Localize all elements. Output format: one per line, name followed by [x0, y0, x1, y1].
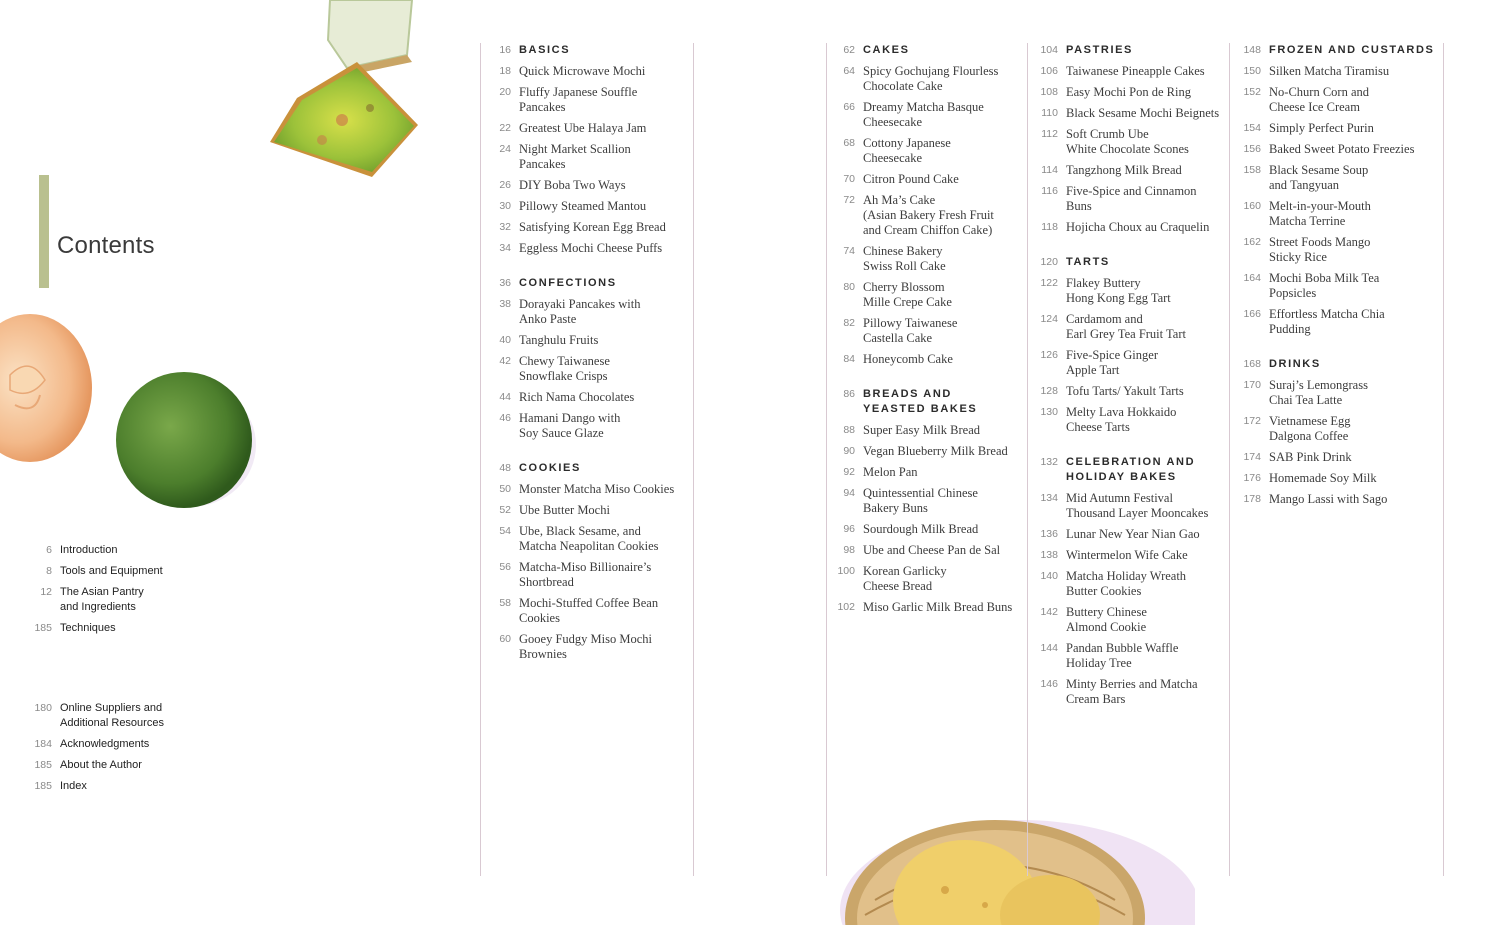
page-number: 162	[1243, 236, 1261, 248]
page-number: 178	[1243, 493, 1261, 505]
toc-entry[interactable]	[827, 100, 1025, 130]
entry-title: Buttery Chinese Almond Cookie	[1066, 605, 1147, 634]
entry-title: Easy Mochi Pon de Ring	[1066, 85, 1191, 99]
toc-entry[interactable]	[827, 193, 1025, 238]
page-number: 164	[1243, 272, 1261, 284]
entry-title: Homemade Soy Milk	[1269, 471, 1377, 485]
page-number: 20	[499, 86, 511, 98]
page-number: 58	[499, 597, 511, 609]
toc-entry[interactable]	[1030, 64, 1228, 79]
page-number: 98	[843, 544, 855, 556]
section-title: CELEBRATION AND HOLIDAY BAKES	[1066, 456, 1196, 483]
section-heading[interactable]	[1030, 455, 1228, 485]
toc-entry[interactable]	[1030, 677, 1228, 707]
entry-title: Index	[60, 780, 87, 792]
toc-entry[interactable]	[483, 297, 688, 327]
page-number: 42	[499, 355, 511, 367]
toc-entry[interactable]	[1233, 163, 1443, 193]
entry-title: Pillowy Steamed Mantou	[519, 199, 647, 213]
toc-entry[interactable]	[827, 444, 1025, 459]
toc-entry[interactable]	[1233, 142, 1443, 157]
toc-entry[interactable]	[483, 524, 688, 554]
page-number: 24	[499, 143, 511, 155]
toc-entry[interactable]	[827, 64, 1025, 94]
toc-entry[interactable]	[827, 600, 1025, 615]
toc-section	[483, 43, 688, 256]
page-number: 80	[843, 281, 855, 293]
page-number: 84	[843, 353, 855, 365]
toc-entry[interactable]	[1030, 405, 1228, 435]
toc-section	[483, 461, 688, 662]
page-number: 72	[843, 194, 855, 206]
page-number: 170	[1243, 379, 1261, 391]
page-number: 102	[837, 601, 855, 613]
page-number: 185	[34, 622, 52, 634]
page-number: 144	[1040, 642, 1058, 654]
toc-entry[interactable]	[1030, 569, 1228, 599]
entry-title: Eggless Mochi Cheese Puffs	[519, 241, 663, 255]
entry-title: Korean Garlicky Cheese Bread	[863, 564, 947, 593]
page-number: 152	[1243, 86, 1261, 98]
section-page-number: 168	[1243, 358, 1261, 370]
section-title: DRINKS	[1269, 358, 1321, 370]
entry-title: Satisfying Korean Egg Bread	[519, 220, 666, 234]
entry-title: Hamani Dango with Soy Sauce Glaze	[519, 411, 621, 440]
page-number: 54	[499, 525, 511, 537]
page-number: 174	[1243, 451, 1261, 463]
page-number: 142	[1040, 606, 1058, 618]
toc-entry[interactable]	[483, 142, 688, 172]
page-number: 70	[843, 173, 855, 185]
toc-entry[interactable]	[1030, 312, 1228, 342]
entry-title: Ube, Black Sesame, and Matcha Neapolitan Cookies	[519, 524, 659, 553]
toc-entry[interactable]	[1233, 471, 1443, 486]
entry-title: Citron Pound Cake	[863, 172, 959, 186]
entry-title: Sourdough Milk Bread	[863, 522, 979, 536]
toc-column-4	[1233, 43, 1443, 513]
column-divider	[1027, 43, 1028, 876]
entry-title: Quintessential Chinese Bakery Buns	[863, 486, 978, 515]
page-number: 114	[1041, 164, 1058, 176]
toc-entry[interactable]	[1030, 276, 1228, 306]
entry-title: Minty Berries and Matcha Cream Bars	[1066, 677, 1198, 706]
toc-section	[1233, 43, 1443, 337]
entry-title: Tofu Tarts/ Yakult Tarts	[1066, 384, 1184, 398]
entry-title: Super Easy Milk Bread	[863, 423, 980, 437]
entry-title: Gooey Fudgy Miso Mochi Brownies	[519, 632, 652, 661]
toc-entry[interactable]	[1233, 85, 1443, 115]
toc-column-2	[827, 43, 1025, 621]
page-number: 94	[843, 487, 855, 499]
toc-entry[interactable]	[1030, 548, 1228, 563]
entry-title: Mango Lassi with Sago	[1269, 492, 1388, 506]
entry-title: Rich Nama Chocolates	[519, 390, 635, 404]
page-number: 68	[843, 137, 855, 149]
toc-entry[interactable]	[1030, 127, 1228, 157]
toc-entry[interactable]	[483, 178, 688, 193]
toc-entry[interactable]	[827, 543, 1025, 558]
entry-title: Tanghulu Fruits	[519, 333, 599, 347]
entry-title: Spicy Gochujang Flourless Chocolate Cake	[863, 64, 999, 93]
entry-title: Tangzhong Milk Bread	[1066, 163, 1182, 177]
toc-entry[interactable]	[483, 199, 688, 214]
entry-title: Ah Ma’s Cake (Asian Bakery Fresh Fruit and Cream Chiffon Cake)	[863, 193, 994, 237]
toc-entry[interactable]	[827, 244, 1025, 274]
entry-title: Matcha Holiday Wreath Butter Cookies	[1066, 569, 1187, 598]
toc-entry[interactable]	[827, 172, 1025, 187]
entry-title: Baked Sweet Potato Freezies	[1269, 142, 1415, 156]
page-number: 52	[499, 504, 511, 516]
toc-entry[interactable]	[827, 564, 1025, 594]
toc-entry[interactable]	[1030, 348, 1228, 378]
toc-entry[interactable]	[827, 486, 1025, 516]
toc-entry[interactable]	[483, 632, 688, 662]
toc-section	[1030, 255, 1228, 435]
page-number: 122	[1040, 277, 1058, 289]
entry-title: Tools and Equipment	[60, 565, 163, 577]
entry-title: Hojicha Choux au Craquelin	[1066, 220, 1210, 234]
entry-title: Matcha-Miso Billionaire’s Shortbread	[519, 560, 652, 589]
title-accent-bar	[39, 175, 49, 288]
entry-title: Techniques	[60, 622, 116, 634]
section-page-number: 48	[499, 462, 511, 474]
entry-title: Dreamy Matcha Basque Cheesecake	[863, 100, 984, 129]
page-number: 26	[499, 179, 511, 191]
entry-title: Night Market Scallion Pancakes	[519, 142, 631, 171]
section-heading[interactable]	[1233, 43, 1443, 58]
section-heading[interactable]	[483, 276, 688, 291]
section-page-number: 36	[499, 277, 511, 289]
page-number: 8	[46, 565, 52, 577]
toc-entry[interactable]	[483, 411, 688, 441]
toc-entry[interactable]	[1030, 220, 1228, 235]
toc-entry[interactable]	[1233, 271, 1443, 301]
toc-section	[1030, 455, 1228, 707]
section-heading[interactable]	[827, 43, 1025, 58]
page-number: 88	[843, 424, 855, 436]
entry-title: About the Author	[60, 759, 142, 771]
entry-title: Black Sesame Mochi Beignets	[1066, 106, 1220, 120]
toc-entry[interactable]	[1233, 492, 1443, 507]
page-number: 82	[843, 317, 855, 329]
toc-entry[interactable]	[483, 560, 688, 590]
page-number: 60	[499, 633, 511, 645]
page-number: 30	[499, 200, 511, 212]
entry-title: Chewy Taiwanese Snowflake Crisps	[519, 354, 610, 383]
entry-title: Melt-in-your-Mouth Matcha Terrine	[1269, 199, 1371, 228]
matcha-cake-squares-photo	[262, 0, 432, 190]
section-page-number: 16	[499, 44, 511, 56]
page-number: 106	[1040, 65, 1058, 77]
entry-title: Acknowledgments	[60, 738, 150, 750]
toc-entry[interactable]	[827, 136, 1025, 166]
page-number: 166	[1243, 308, 1261, 320]
page-number: 90	[843, 445, 855, 457]
section-title: COOKIES	[519, 462, 581, 474]
page-number: 92	[843, 466, 855, 478]
entry-title: Ube Butter Mochi	[519, 503, 610, 517]
entry-title: Effortless Matcha Chia Pudding	[1269, 307, 1385, 336]
entry-title: Miso Garlic Milk Bread Buns	[863, 600, 1013, 614]
page-number: 158	[1243, 164, 1261, 176]
page-number: 118	[1041, 221, 1058, 233]
section-heading[interactable]	[1233, 357, 1443, 372]
section-page-number: 104	[1040, 44, 1058, 56]
section-title: TARTS	[1066, 256, 1110, 268]
entry-title: The Asian Pantry and Ingredients	[60, 586, 144, 613]
page-number: 46	[499, 412, 511, 424]
page-number: 96	[843, 523, 855, 535]
toc-entry[interactable]	[1233, 121, 1443, 136]
toc-entry[interactable]	[483, 64, 688, 79]
entry-title: Melty Lava Hokkaido Cheese Tarts	[1066, 405, 1177, 434]
page-number: 124	[1040, 313, 1058, 325]
entry-title: Cherry Blossom Mille Crepe Cake	[863, 280, 952, 309]
toc-entry[interactable]	[24, 564, 224, 579]
toc-entry[interactable]	[1030, 163, 1228, 178]
page-number: 38	[499, 298, 511, 310]
entry-title: Simply Perfect Purin	[1269, 121, 1374, 135]
section-title: CAKES	[863, 44, 910, 56]
entry-title: DIY Boba Two Ways	[519, 178, 626, 192]
page-number: 22	[499, 122, 511, 134]
page-number: 110	[1041, 107, 1058, 119]
toc-entry[interactable]	[1030, 384, 1228, 399]
entry-title: Silken Matcha Tiramisu	[1269, 64, 1390, 78]
toc-entry[interactable]	[24, 779, 224, 794]
toc-section	[1233, 357, 1443, 507]
page-number: 146	[1040, 678, 1058, 690]
section-page-number: 62	[843, 44, 855, 56]
entry-title: Taiwanese Pineapple Cakes	[1066, 64, 1205, 78]
section-gap	[1030, 241, 1228, 255]
toc-entry[interactable]	[483, 503, 688, 518]
page-number: 100	[837, 565, 855, 577]
toc-entry[interactable]	[1030, 106, 1228, 121]
column-divider	[1229, 43, 1230, 876]
toc-section	[827, 387, 1025, 615]
entry-title: Chinese Bakery Swiss Roll Cake	[863, 244, 946, 273]
entry-title: Melon Pan	[863, 465, 918, 479]
toc-entry[interactable]	[24, 701, 224, 731]
section-page-number: 148	[1243, 44, 1261, 56]
toc-entry[interactable]	[827, 352, 1025, 367]
page-number: 160	[1243, 200, 1261, 212]
entry-title: Cottony Japanese Cheesecake	[863, 136, 951, 165]
toc-entry[interactable]	[1233, 235, 1443, 265]
entry-title: Wintermelon Wife Cake	[1066, 548, 1188, 562]
toc-entry[interactable]	[483, 241, 688, 256]
toc-entry[interactable]	[1233, 378, 1443, 408]
toc-section	[827, 43, 1025, 367]
page-number: 32	[499, 221, 511, 233]
page-number: 50	[499, 483, 511, 495]
entry-title: Suraj’s Lemongrass Chai Tea Latte	[1269, 378, 1368, 407]
toc-entry[interactable]	[1233, 450, 1443, 465]
toc-entry[interactable]	[24, 737, 224, 752]
page-number: 126	[1040, 349, 1058, 361]
page-number: 176	[1243, 472, 1261, 484]
section-heading[interactable]	[483, 43, 688, 58]
toc-entry[interactable]	[483, 220, 688, 235]
page-number: 185	[34, 780, 52, 792]
section-gap	[1233, 343, 1443, 357]
section-heading[interactable]	[483, 461, 688, 476]
toc-entry[interactable]	[1030, 605, 1228, 635]
toc-entry[interactable]	[1233, 307, 1443, 337]
column-divider	[480, 43, 481, 876]
section-title: BASICS	[519, 44, 571, 56]
toc-entry[interactable]	[483, 354, 688, 384]
page-number: 116	[1041, 185, 1058, 197]
page-number: 6	[46, 544, 52, 556]
entry-title: Mochi-Stuffed Coffee Bean Cookies	[519, 596, 659, 625]
entry-title: Vietnamese Egg Dalgona Coffee	[1269, 414, 1351, 443]
page-number: 136	[1040, 528, 1058, 540]
page-number: 66	[843, 101, 855, 113]
column-divider	[1443, 43, 1444, 876]
page-number: 180	[34, 702, 52, 714]
section-page-number: 86	[843, 388, 855, 400]
toc-entry[interactable]	[827, 423, 1025, 438]
entry-title: Flakey Buttery Hong Kong Egg Tart	[1066, 276, 1171, 305]
entry-title: Fluffy Japanese Souffle Pancakes	[519, 85, 638, 114]
page-number: 185	[34, 759, 52, 771]
page-number: 108	[1040, 86, 1058, 98]
toc-entry[interactable]	[1233, 64, 1443, 79]
section-title: BREADS AND YEASTED BAKES	[863, 388, 978, 415]
mooncake-photo	[0, 305, 95, 470]
page-number: 34	[499, 242, 511, 254]
page-number: 140	[1040, 570, 1058, 582]
toc-entry[interactable]	[1030, 491, 1228, 521]
entry-title: Five-Spice Ginger Apple Tart	[1066, 348, 1158, 377]
entry-title: Online Suppliers and Additional Resources	[60, 702, 164, 729]
toc-entry[interactable]	[827, 522, 1025, 537]
entry-title: Black Sesame Soup and Tangyuan	[1269, 163, 1369, 192]
page-number: 134	[1040, 492, 1058, 504]
column-divider	[693, 43, 694, 876]
page-number: 40	[499, 334, 511, 346]
toc-entry[interactable]	[483, 390, 688, 405]
section-heading[interactable]	[1030, 43, 1228, 58]
toc-entry[interactable]	[1030, 85, 1228, 100]
section-title: FROZEN AND CUSTARDS	[1269, 44, 1435, 56]
section-title: CONFECTIONS	[519, 277, 617, 289]
matcha-ball-photo	[112, 365, 260, 513]
page-number: 150	[1243, 65, 1261, 77]
toc-entry[interactable]	[827, 280, 1025, 310]
toc-entry[interactable]	[483, 482, 688, 497]
section-heading[interactable]	[1030, 255, 1228, 270]
toc-column-1	[483, 43, 688, 668]
page-number: 156	[1243, 143, 1261, 155]
entry-title: Pandan Bubble Waffle Holiday Tree	[1066, 641, 1179, 670]
entry-title: Dorayaki Pancakes with Anko Paste	[519, 297, 641, 326]
back-matter-list	[24, 701, 224, 800]
page-number: 130	[1040, 406, 1058, 418]
section-page-number: 120	[1040, 256, 1058, 268]
entry-title: Honeycomb Cake	[863, 352, 953, 366]
toc-entry[interactable]	[24, 543, 224, 558]
entry-title: Greatest Ube Halaya Jam	[519, 121, 647, 135]
page-title: Contents	[57, 232, 155, 259]
toc-column-3	[1030, 43, 1228, 713]
page-number: 184	[34, 738, 52, 750]
entry-title: Quick Microwave Mochi	[519, 64, 646, 78]
toc-entry[interactable]	[827, 465, 1025, 480]
entry-title: Monster Matcha Miso Cookies	[519, 482, 675, 496]
page-number: 56	[499, 561, 511, 573]
entry-title: Cardamom and Earl Grey Tea Fruit Tart	[1066, 312, 1186, 341]
entry-title: Mochi Boba Milk Tea Popsicles	[1269, 271, 1380, 300]
page-number: 74	[843, 245, 855, 257]
toc-entry[interactable]	[24, 585, 224, 615]
entry-title: Mid Autumn Festival Thousand Layer Mooncakes	[1066, 491, 1209, 520]
page-number: 112	[1041, 128, 1058, 140]
toc-entry[interactable]	[1233, 199, 1443, 229]
entry-title: No-Churn Corn and Cheese Ice Cream	[1269, 85, 1369, 114]
section-heading[interactable]	[827, 387, 1025, 417]
entry-title: Five-Spice and Cinnamon Buns	[1066, 184, 1197, 213]
entry-title: Lunar New Year Nian Gao	[1066, 527, 1200, 541]
toc-entry[interactable]	[483, 85, 688, 115]
toc-entry[interactable]	[1233, 414, 1443, 444]
entry-title: Introduction	[60, 544, 118, 556]
entry-title: Soft Crumb Ube White Chocolate Scones	[1066, 127, 1189, 156]
page-number: 172	[1243, 415, 1261, 427]
toc-entry[interactable]	[1030, 641, 1228, 671]
toc-entry[interactable]	[1030, 527, 1228, 542]
entry-title: Ube and Cheese Pan de Sal	[863, 543, 1001, 557]
entry-title: Vegan Blueberry Milk Bread	[863, 444, 1008, 458]
entry-title: Street Foods Mango Sticky Rice	[1269, 235, 1371, 264]
page-number: 12	[40, 586, 52, 598]
toc-entry[interactable]	[483, 596, 688, 626]
page-number: 138	[1040, 549, 1058, 561]
toc-entry[interactable]	[827, 316, 1025, 346]
section-gap	[827, 373, 1025, 387]
page-number: 154	[1243, 122, 1261, 134]
bun-basket-photo	[835, 810, 1195, 925]
section-page-number: 132	[1040, 456, 1058, 468]
entry-title: Pillowy Taiwanese Castella Cake	[863, 316, 958, 345]
page-number: 18	[499, 65, 511, 77]
page-number: 44	[499, 391, 511, 403]
toc-entry[interactable]	[24, 621, 224, 636]
toc-entry[interactable]	[483, 121, 688, 136]
front-matter-list	[24, 543, 224, 642]
section-gap	[483, 447, 688, 461]
toc-entry[interactable]	[24, 758, 224, 773]
toc-entry[interactable]	[1030, 184, 1228, 214]
section-gap	[1030, 441, 1228, 455]
page-number: 64	[843, 65, 855, 77]
toc-entry[interactable]	[483, 333, 688, 348]
entry-title: SAB Pink Drink	[1269, 450, 1352, 464]
toc-section	[483, 276, 688, 441]
page-number: 128	[1040, 385, 1058, 397]
section-title: PASTRIES	[1066, 44, 1133, 56]
toc-section	[1030, 43, 1228, 235]
section-gap	[483, 262, 688, 276]
